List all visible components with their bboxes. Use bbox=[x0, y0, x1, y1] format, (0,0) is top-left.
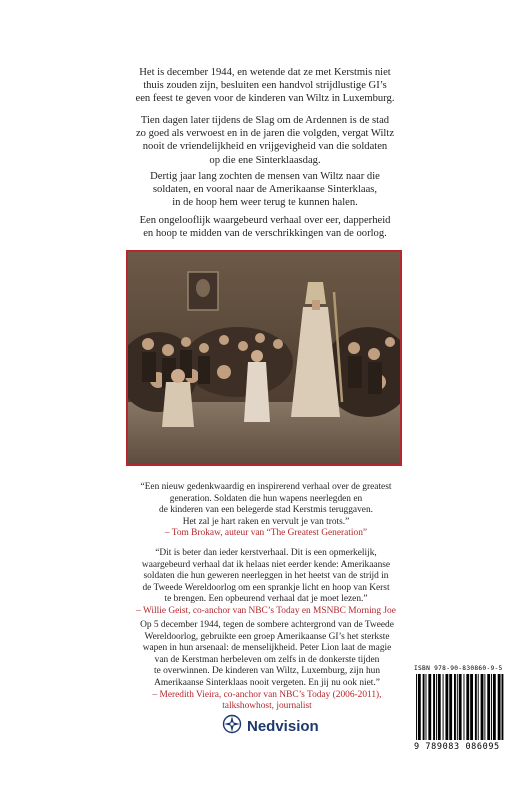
blurb-line: Dertig jaar lang zochten de mensen van Wiltz naar die bbox=[150, 171, 380, 182]
quote-attribution: – Meredith Vieira, co-anchor van NBC’s Today (2006-2011), bbox=[152, 689, 382, 700]
quote-line: de Tweede Wereldoorlog om een sprankje licht en hoop van Kerst bbox=[142, 582, 390, 593]
quote-line: wapen in hun arsenaal: de menselijkheid. Peter Lion laat de magie bbox=[142, 643, 392, 654]
barcode-bar bbox=[466, 674, 469, 740]
quote-willie-geist bbox=[116, 548, 416, 618]
blurb-paragraph-1 bbox=[118, 66, 412, 106]
barcode-bar bbox=[443, 674, 444, 740]
quote-line: Amerikaanse Sinterklaas nooit vergeten. En jij nu ook niet.” bbox=[154, 677, 380, 688]
quote-attribution: – Tom Brokaw, auteur van “The Greatest Generation” bbox=[164, 528, 368, 539]
quote-meredith-vieira bbox=[114, 620, 420, 713]
barcode-bar bbox=[436, 674, 437, 740]
barcode-bar bbox=[433, 674, 435, 740]
quote-line: soldaten die hun geweren neerleggen in het heetst van de strijd in bbox=[143, 571, 389, 582]
quote-attribution: – Willie Geist, co-anchor van NBC’s Today en MSNBC Morning Joe bbox=[136, 605, 396, 616]
barcode-bar bbox=[475, 674, 477, 740]
quote-line: de kinderen van een belegerde stad Kerstmis teruggaven. bbox=[159, 505, 373, 516]
barcode-bar bbox=[416, 674, 417, 740]
barcode-bar bbox=[459, 674, 462, 740]
blurb-paragraph-2 bbox=[118, 114, 412, 167]
quote-line: van de Kerstman herbeleven om zelfs in de donkerste tijden bbox=[154, 654, 380, 665]
quote-line: te brengen. Een opbeurend verhaal dat je moet lezen.” bbox=[164, 594, 368, 605]
blurb-line: nooit de vriendelijkheid en vrijgevigheid van die soldaten bbox=[142, 141, 388, 153]
barcode-bar bbox=[470, 674, 473, 740]
barcode-bar bbox=[438, 674, 441, 740]
blurb-line: Het is december 1944, en wetende dat ze met Kerstmis niet bbox=[139, 67, 391, 78]
quote-line: generation. Soldaten die hun wapens neerlegden en bbox=[169, 493, 363, 504]
barcode-bar bbox=[426, 674, 427, 740]
quote-line: “Dit is beter dan ieder kerstverhaal. Dit is een opmerkelijk, bbox=[155, 548, 377, 558]
barcode-bar bbox=[445, 674, 448, 740]
barcode-bar bbox=[464, 674, 465, 740]
isbn-number: ISBN 978-90-830860-9-5 bbox=[414, 665, 503, 672]
barcode-bar bbox=[449, 674, 452, 740]
barcode-bar bbox=[418, 674, 421, 740]
blurb-paragraph-3 bbox=[118, 170, 412, 210]
blurb-line: zo goed als verwoest en in de jaren die volgden, vergat Wiltz bbox=[135, 128, 395, 140]
barcode-bar bbox=[491, 674, 492, 740]
blurb-line: en hoop te midden van de verschrikkingen van de oorlog. bbox=[143, 228, 387, 240]
quote-line: waargebeurd verhaal dat ik helaas niet eerder kende: Amerikaanse bbox=[141, 559, 391, 570]
blurb-line: Een ongelooflijk waargebeurd verhaal over eer, dapperheid bbox=[139, 215, 391, 226]
historical-photo bbox=[126, 250, 402, 466]
barcode-bar bbox=[502, 674, 504, 740]
barcode-bar bbox=[457, 674, 458, 740]
blurb-line: thuis zouden zijn, besluiten een handvol strijdlustige GI’s bbox=[143, 80, 387, 92]
publisher-logo bbox=[222, 716, 319, 736]
barcode-bar bbox=[454, 674, 456, 740]
quote-attribution: talkshowhost, journalist bbox=[222, 701, 312, 712]
barcode-bar bbox=[423, 674, 425, 740]
blurb-line: op die ene Sinterklaasdag. bbox=[209, 154, 321, 166]
photo-illustration bbox=[128, 252, 400, 464]
barcode-bar bbox=[487, 674, 490, 740]
blurb-paragraph-4 bbox=[118, 214, 412, 240]
barcode-bar bbox=[498, 674, 501, 740]
quote-line: “Een nieuw gedenkwaardig en inspirerend verhaal over de greatest bbox=[140, 482, 392, 492]
compass-rose-icon bbox=[222, 714, 242, 739]
blurb-line: soldaten, en vooral naar de Amerikaanse Sinterklaas, bbox=[152, 184, 378, 196]
quote-line: te overwinnen. De kinderen van Wiltz, Luxemburg, zijn hun bbox=[153, 666, 381, 677]
barcode-bar bbox=[481, 674, 484, 740]
blurb-line: Tien dagen later tijdens de Slag om de Ardennen is de stad bbox=[140, 115, 390, 126]
publisher-name: Nedvision bbox=[247, 717, 319, 735]
barcode-bar bbox=[484, 674, 485, 740]
barcode-bar bbox=[493, 674, 496, 740]
barcode-bar bbox=[428, 674, 431, 740]
quote-line: Het zal je hart raken en vervult je van trots.” bbox=[182, 516, 350, 527]
quote-line: Wereldoorlog, gebruikte een groep Amerikaanse GI’s het sterkste bbox=[144, 631, 390, 642]
quote-line: Op 5 december 1944, tegen de sombere achtergrond van de Tweede bbox=[140, 620, 394, 630]
blurb-line: een feest te geven voor de kinderen van Wiltz in Luxemburg. bbox=[135, 93, 395, 105]
blurb-line: in de hoop hem weer terug te kunnen halen. bbox=[172, 197, 358, 209]
barcode-digits: 9 789083 086095 bbox=[414, 742, 500, 752]
quote-tom-brokaw bbox=[124, 482, 408, 540]
barcode-bar bbox=[478, 674, 479, 740]
